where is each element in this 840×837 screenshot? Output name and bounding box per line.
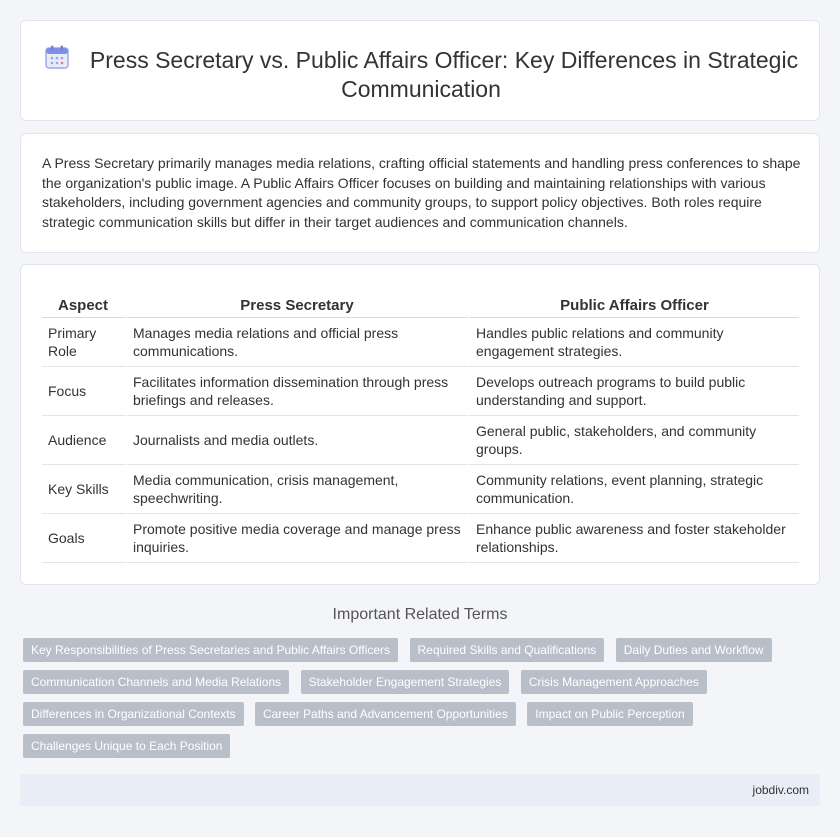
calendar-icon	[44, 44, 70, 70]
row-aspect: Primary Role	[42, 318, 127, 367]
related-terms-list	[23, 638, 823, 766]
row-press-secretary: Manages media relations and official press communications.	[127, 318, 470, 367]
row-aspect: Key Skills	[42, 465, 127, 514]
related-term-tag[interactable]: Challenges Unique to Each Position	[23, 734, 230, 758]
table-row	[42, 465, 799, 514]
table-row	[42, 514, 799, 563]
row-aspect: Audience	[42, 416, 127, 465]
row-public-affairs-officer: Community relations, event planning, strategic communication.	[470, 465, 799, 514]
intro-card	[20, 133, 820, 253]
related-term-tag[interactable]: Stakeholder Engagement Strategies	[301, 670, 510, 694]
related-term-tag[interactable]: Career Paths and Advancement Opportunities	[255, 702, 516, 726]
row-public-affairs-officer: General public, stakeholders, and community groups.	[470, 416, 799, 465]
row-press-secretary: Facilitates information dissemination through press briefings and releases.	[127, 367, 470, 416]
row-aspect: Goals	[42, 514, 127, 563]
row-press-secretary: Journalists and media outlets.	[127, 416, 470, 465]
related-term-tag[interactable]: Differences in Organizational Contexts	[23, 702, 244, 726]
row-aspect: Focus	[42, 367, 127, 416]
related-term-tag[interactable]: Daily Duties and Workflow	[616, 638, 772, 662]
row-public-affairs-officer: Develops outreach programs to build public understanding and support.	[470, 367, 799, 416]
related-terms-heading: Important Related Terms	[332, 606, 508, 623]
comparison-table	[42, 295, 799, 563]
row-press-secretary: Promote positive media coverage and manage press inquiries.	[127, 514, 470, 563]
row-public-affairs-officer: Enhance public awareness and foster stakeholder relationships.	[470, 514, 799, 563]
header-public-affairs-officer: Public Affairs Officer	[470, 295, 799, 318]
related-term-tag[interactable]: Impact on Public Perception	[527, 702, 692, 726]
title-card	[20, 20, 820, 121]
intro-paragraph: A Press Secretary primarily manages media relations, crafting official statements and handling press conferences to shape the organization's public image. A Public Affairs Officer focuses on building and maintaining relationships with various stakeholders, including government agencies and community groups, to support policy objectives. Both roles require strategic communication skills but differ in their target audiences and communication channels.	[42, 155, 801, 230]
table-header-row	[42, 295, 799, 318]
table-row	[42, 367, 799, 416]
header-aspect: Aspect	[42, 295, 127, 318]
footer-site-link[interactable]: jobdiv.com	[752, 783, 809, 797]
related-term-tag[interactable]: Required Skills and Qualifications	[410, 638, 605, 662]
row-press-secretary: Media communication, crisis management, speechwriting.	[127, 465, 470, 514]
header-press-secretary: Press Secretary	[127, 295, 470, 318]
related-term-tag[interactable]: Communication Channels and Media Relations	[23, 670, 289, 694]
row-public-affairs-officer: Handles public relations and community engagement strategies.	[470, 318, 799, 367]
table-row	[42, 416, 799, 465]
page-title-row	[21, 44, 821, 104]
comparison-card	[20, 264, 820, 585]
related-term-tag[interactable]: Crisis Management Approaches	[521, 670, 707, 694]
page-title: Press Secretary vs. Public Affairs Officer: Key Differences in Strategic Communication	[89, 47, 799, 102]
related-term-tag[interactable]: Key Responsibilities of Press Secretaries and Public Affairs Officers	[23, 638, 398, 662]
table-row	[42, 318, 799, 367]
footer	[20, 774, 820, 806]
